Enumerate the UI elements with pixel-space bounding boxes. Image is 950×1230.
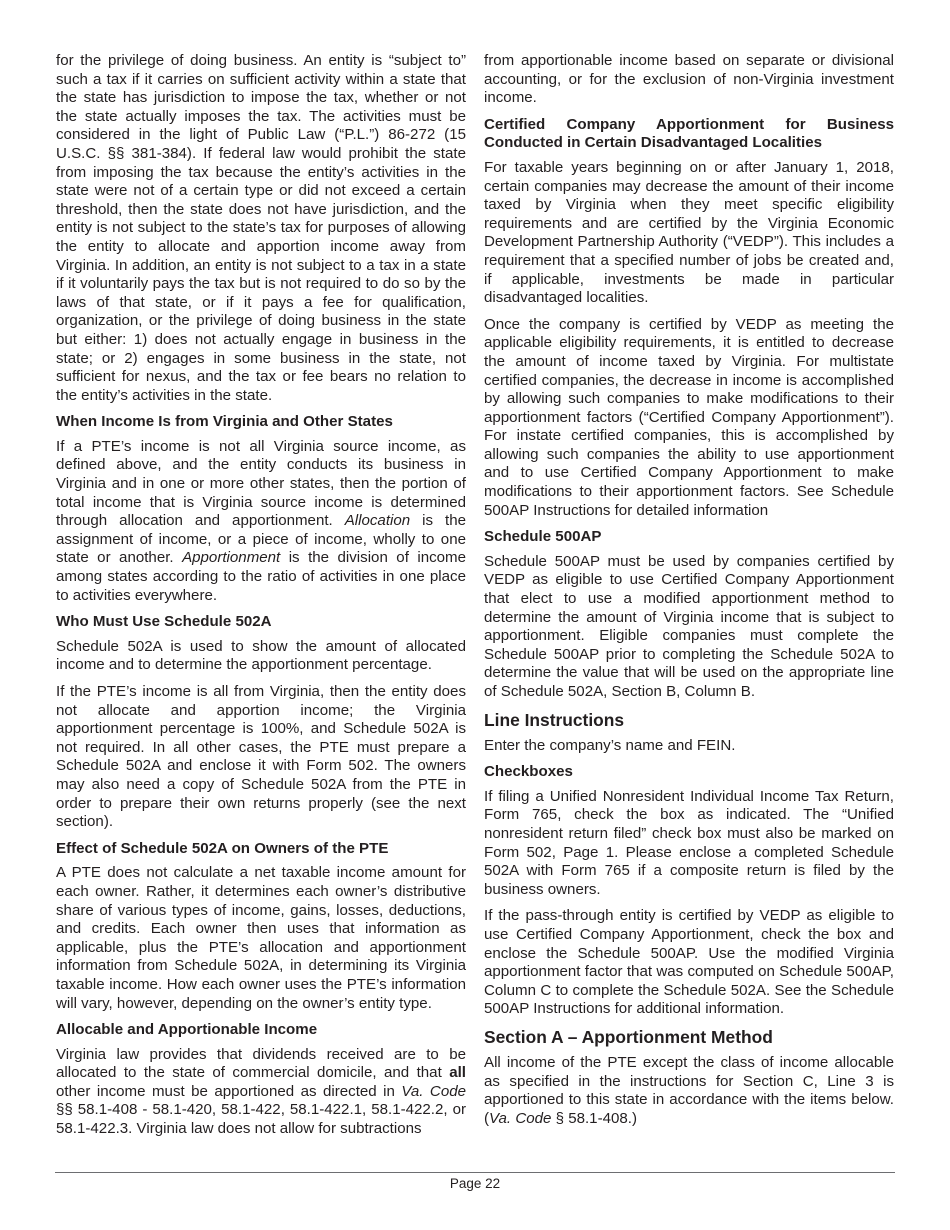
paragraph-section-a (484, 1054, 894, 1128)
text-span: All income of the PTE except the class of income allocable as specified in the instructions for Section C, Line 3 is apportioned to this state in accordance with the items below. ( (484, 1053, 894, 1127)
heading-schedule-500ap: Schedule 500AP (484, 528, 602, 546)
heading-who-must-use: Who Must Use Schedule 502A (56, 613, 272, 631)
paragraph-allocable-continued: from apportionable income based on separate or divisional accounting, or for the exclusion of non-Virginia investment income. (484, 52, 894, 107)
page-number: Page 22 (449, 1176, 501, 1191)
text-span: Virginia law provides that dividends received are to be allocated to the state of commercial domicile, and that (56, 1045, 466, 1082)
heading-certified-company-apportionment: Certified Company Apportionment for Business Conducted in Certain Disadvantaged Localities (484, 115, 894, 152)
paragraph-allocable-apportionable (56, 1046, 466, 1139)
citation-va-code: Va. Code (401, 1082, 466, 1100)
term-apportionment: Apportionment (182, 549, 281, 567)
text-span: is the division of income among states according to the ratio of activities in one place to activities everywhere. (56, 549, 467, 604)
right-column (484, 52, 894, 1136)
heading-when-income-virginia-other-states: When Income Is from Virginia and Other States (56, 413, 393, 431)
text-span: §§ 58.1-408 - 58.1-420, 58.1-422, 58.1-422.1, 58.1-422.2, or 58.1-422.3. Virginia law does not allow for subtractions (56, 1101, 466, 1138)
heading-section-a: Section A – Apportionment Method (484, 1026, 773, 1047)
text-span: other income must be apportioned as directed in (56, 1082, 402, 1100)
heading-allocable-apportionable: Allocable and Apportionable Income (56, 1021, 318, 1039)
emphasis-all: all (449, 1064, 466, 1082)
paragraph-checkboxes-2: If the pass-through entity is certified by VEDP as eligible to use Certified Company Apportionment, check the box and enclose the Schedule 500AP. Use the modified Virginia apportionment factor that was computed on Schedule 500AP, Column C to complete the Schedule 502A. See the Schedule 500AP Instructions for additional information. (484, 907, 894, 1018)
citation-va-code: Va. Code (489, 1109, 552, 1127)
paragraph-effect-on-owners: A PTE does not calculate a net taxable income amount for each owner. Rather, it determines each owner’s distributive share of various types of income, gains, losses, deductions, and credits. Each owner then uses that information as applicable, plus the PTE’s allocation and apportionment information from Schedule 502A, in determining its Virginia taxable income. How each owner uses the PTE’s information will vary, however, depending on the owner’s entity type. (56, 864, 466, 1012)
paragraph-nexus-continued: for the privilege of doing business. An entity is “subject to” such a tax if it carries on sufficient activity within a state that the state has jurisdiction to impose the tax, whether or not the state actually imposes the tax. The activities must be considered in the light of Public Law (“P.L.”) 86-272 (15 U.S.C. §§ 381-384). If federal law would prohibit the state from imposing the tax because the entity’s activities in the state were not of a certain type or did not exceed a certain threshold, then the state does not have jurisdiction, and the entity is not subject to the state’s tax for purposes of allowing the entity to allocate and apportion income away from Virginia. In addition, an entity is not subject to a tax in a state if it voluntarily pays the tax but is not required to do so by the laws of that state, or if it pays a fee for qualification, organization, or the privilege of doing business in the state but either: 1) does not actually engage in business in the state; or 2) engages in some business in the state, not sufficient for nexus, and the tax or fee bears no relation to the entity’s activities in the state. (56, 52, 466, 404)
paragraph-checkboxes-1: If filing a Unified Nonresident Individual Income Tax Return, Form 765, check the box as indicated. The “Unified nonresident return filed” check box must also be marked on Form 502, Page 1. Please enclose a completed Schedule 502A with Form 765 if a composite return is filed by the business owners. (484, 787, 894, 898)
paragraph-line-instructions: Enter the company’s name and FEIN. (484, 736, 736, 754)
paragraph-schedule-500ap: Schedule 500AP must be used by companies certified by VEDP as eligible to use Certified Company Apportionment that elect to use a modified apportionment method to determine the amount of Virginia income that is subject to apportionment. Eligible companies must complete the Schedule 500AP prior to completing the Schedule 502A to determine the value that will be used on the appropriate line of Schedule 502A, Section B, Column B. (484, 552, 894, 700)
text-span: If a PTE’s income is not all Virginia source income, as defined above, and the entity conducts its business in Virginia and in one or more other states, then the portion of total income that is Virginia source income is determined through allocation and apportionment. (56, 437, 466, 530)
heading-effect-on-owners: Effect of Schedule 502A on Owners of the PTE (56, 839, 389, 857)
paragraph-who-must-use-1: Schedule 502A is used to show the amount of allocated income and to determine the apportionment percentage. (56, 637, 466, 674)
heading-line-instructions: Line Instructions (484, 709, 625, 730)
paragraph-certified-2: Once the company is certified by VEDP as meeting the applicable eligibility requirements, it is entitled to decrease the amount of income taxed by Virginia. For multistate certified companies, the decrease in income is accomplished by allowing such companies to make modifications to their apportionment factors (“Certified Company Apportionment”). For instate certified companies, this is accomplished by allowing such companies the ability to use apportionment and to use Certified Company Apportionment to make modifications to their apportionment factors. See Schedule 500AP Instructions for detailed information (484, 315, 894, 519)
paragraph-who-must-use-2: If the PTE’s income is all from Virginia, then the entity does not allocate and apportion income; the Virginia apportionment percentage is 100%, and Schedule 502A is not required. In all other cases, the PTE must prepare a Schedule 502A and enclose it with Form 502. The owners may also need a copy of Schedule 502A from the PTE in order to prepare their own returns properly (see the next section). (56, 683, 466, 831)
term-allocation: Allocation (344, 512, 411, 530)
left-column (56, 52, 466, 1147)
paragraph-certified-1: For taxable years beginning on or after January 1, 2018, certain companies may decrease the amount of their income taxed by Virginia when they meet specific eligibility requirements and are certified by the Virginia Economic Development Partnership Authority (“VEDP”). This includes a requirement that a specified number of jobs be created and, if applicable, investments be made in particular disadvantaged localities. (484, 158, 894, 307)
text-span: is the assignment of income, or a piece of income, wholly to one state or another. (56, 512, 466, 567)
paragraph-when-income (56, 438, 466, 605)
text-span: § 58.1-408.) (551, 1109, 637, 1127)
footer-divider (55, 1172, 895, 1173)
heading-checkboxes: Checkboxes (484, 763, 573, 781)
